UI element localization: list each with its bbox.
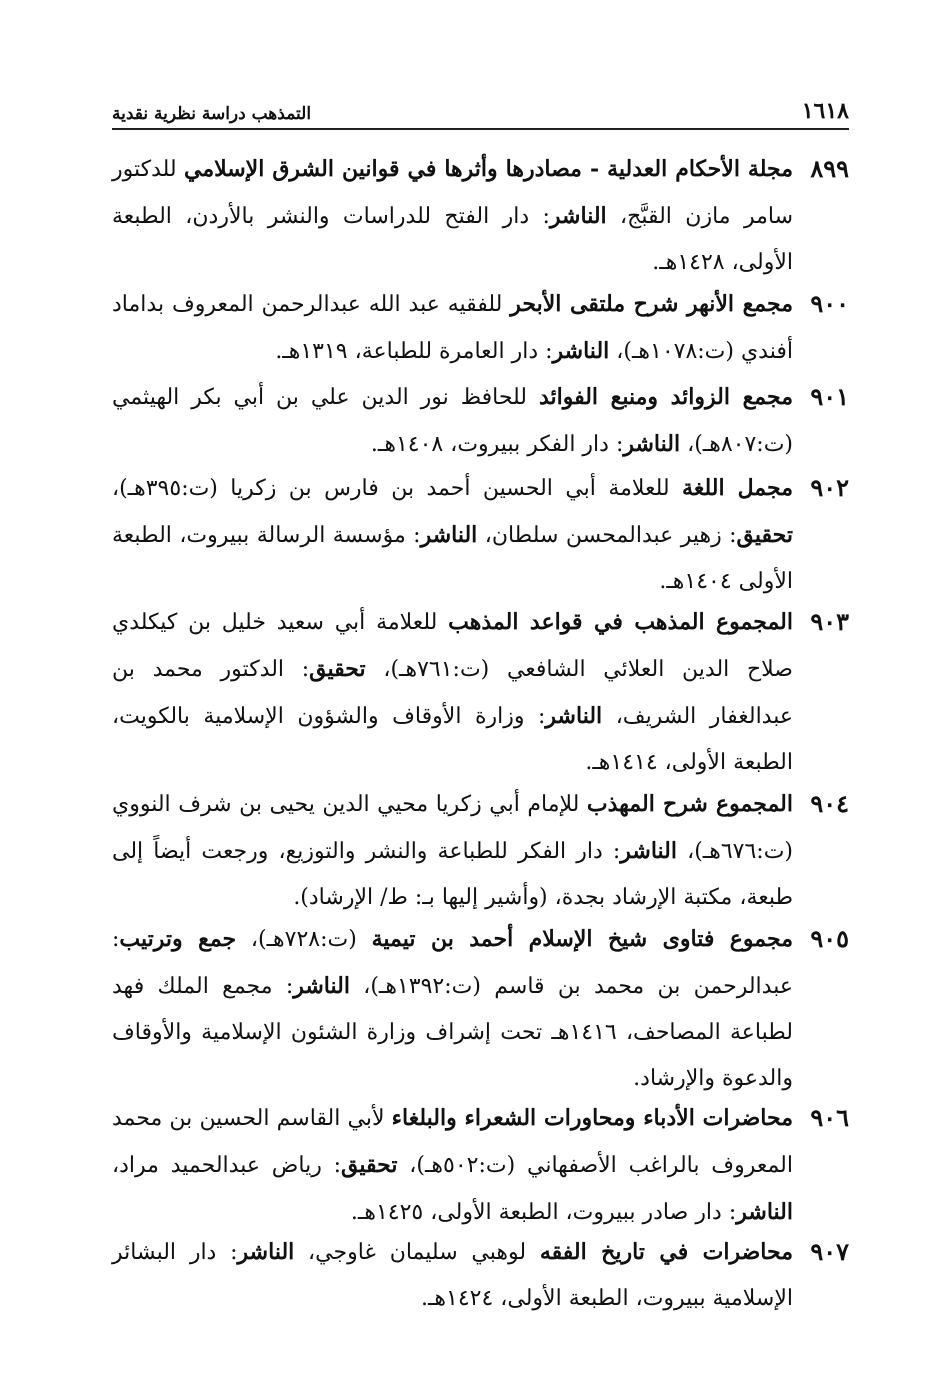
entry-text-part: : دار الفكر للطباعة والنشر والتوزيع، ورجعت أيضاً إلى طبعة، مكتبة الإرشاد بجدة، (وأشير إليها بـ: ط/ الإرشاد).	[112, 839, 793, 910]
page-number: ١٦١٨	[801, 98, 849, 124]
bibliography-entry	[112, 146, 849, 286]
entry-text-part: للحافظ نور الدين علي بن أبي بكر الهيثمي (ت:٨٠٧هـ)،	[112, 385, 793, 457]
bibliography-entry	[112, 1095, 849, 1236]
publisher-label: الناشر	[620, 838, 677, 864]
bibliography-entry	[112, 781, 849, 921]
entry-title: مجمل اللغة	[682, 475, 794, 501]
entry-text	[112, 599, 793, 786]
publisher-label: الناشر	[420, 522, 478, 548]
publisher-label: الناشر	[293, 973, 350, 999]
entry-number: ٩٠٣	[810, 607, 849, 636]
entry-text	[112, 281, 793, 375]
publisher-label: الناشر	[549, 203, 607, 229]
publisher-label: الناشر	[736, 1199, 793, 1225]
editor-label: تحقيق	[736, 522, 793, 548]
running-title: التمذهب دراسة نظرية نقدية	[112, 104, 312, 124]
bibliography-entry	[112, 916, 849, 1102]
entry-number: ٩٠٥	[810, 924, 849, 953]
entry-text-part: للإمام أبي زكريا محيي الدين يحيى بن شرف النووي (ت:٦٧٦هـ)،	[112, 792, 793, 864]
entry-number: ٩٠٧	[810, 1237, 849, 1266]
entry-text-part: : دار صادر ببيروت، الطبعة الأولى، ١٤٢٥هـ.	[350, 1200, 737, 1225]
entry-number: ٩٠٠	[810, 289, 849, 318]
publisher-label: الناشر	[545, 703, 603, 729]
entry-text-part: : رياض عبدالحميد مراد،	[112, 1153, 342, 1178]
entry-text	[112, 781, 793, 921]
entry-text-part: : زهير عبدالمحسن سلطان،	[477, 523, 737, 548]
entry-title: المجموع شرح المهذب	[586, 791, 793, 817]
entry-text-part: : عبدالرحمن بن محمد بن قاسم (ت:١٣٩٢هـ)،	[112, 927, 793, 999]
publisher-label: الناشر	[552, 338, 610, 364]
entry-text-part: للدكتور سامر مازن القبَّج،	[112, 157, 793, 229]
entry-number: ٩٠٦	[810, 1103, 849, 1132]
entry-text-part: : دار الفكر ببيروت، ١٤٠٨هـ.	[370, 432, 624, 457]
page-header	[112, 94, 849, 130]
editor-label: تحقيق	[309, 656, 366, 682]
entry-text	[112, 916, 793, 1102]
bibliography-entry	[112, 465, 849, 605]
entry-text	[112, 465, 793, 605]
entry-number: ٩٠٤	[810, 789, 849, 818]
entry-text-part: للفقيه عبد الله عبدالرحمن المعروف بداماد أفندي (ت:١٠٧٨هـ)،	[112, 292, 793, 364]
bibliography-entry	[112, 281, 849, 375]
editor-label: تحقيق	[341, 1152, 398, 1178]
entry-text-part: لأبي القاسم الحسين بن محمد المعروف بالراغب الأصفهاني (ت:٥٠٢هـ)،	[112, 1106, 793, 1178]
bibliography-entry	[112, 599, 849, 786]
bibliography-entry	[112, 374, 849, 468]
entry-text-part: للعلامة أبي سعيد خليل بن كيكلدي صلاح الدين العلائي الشافعي (ت:٧٦١هـ)،	[112, 610, 793, 682]
publisher-label: الناشر	[623, 431, 681, 457]
entry-text-part: : مؤسسة الرسالة ببيروت، الطبعة الأولى ١٤٠٤هـ.	[112, 523, 793, 594]
entry-text	[112, 374, 793, 468]
entry-title: مجمع الزوائد ومنبع الفوائد	[538, 384, 793, 410]
compiler-label: جمع وترتيب	[119, 926, 237, 952]
entry-text-part: للعلامة أبي الحسين أحمد بن فارس بن زكريا (ت:٣٩٥هـ)،	[112, 476, 683, 501]
entry-text	[112, 1229, 793, 1322]
entry-text	[112, 1095, 793, 1236]
entry-text-part: : وزارة الأوقاف والشؤون الإسلامية بالكويت، الطبعة الأولى، ١٤١٤هـ.	[112, 704, 793, 775]
entry-text-part: لوهبي سليمان غاوجي،	[294, 1240, 540, 1265]
entry-number: ٨٩٩	[810, 154, 849, 183]
entry-number: ٩٠١	[810, 382, 849, 411]
publisher-label: الناشر	[237, 1239, 295, 1265]
entry-text-part: : دار البشائر الإسلامية ببيروت، الطبعة الأولى، ١٤٢٤هـ.	[112, 1240, 793, 1311]
bibliography-entry	[112, 1229, 849, 1322]
entry-number: ٩٠٢	[810, 473, 849, 502]
entry-title: محاضرات في تاريخ الفقه	[539, 1239, 793, 1265]
entry-title: محاضرات الأدباء ومحاورات الشعراء والبلغاء	[391, 1105, 793, 1131]
entry-text-part: : دار العامرة للطباعة، ١٣١٩هـ.	[275, 339, 553, 364]
entry-title: مجموع فتاوى شيخ الإسلام أحمد بن تيمية	[371, 926, 794, 952]
entry-text-part: : مجمع الملك فهد لطباعة المصاحف، ١٤١٦هـ تحت إشراف وزارة الشئون الإسلامية والأوقاف والدعوة والإرشاد.	[112, 974, 793, 1091]
entry-text	[112, 146, 793, 286]
entry-title: المجموع المذهب في قواعد المذهب	[448, 609, 793, 635]
entry-title: مجلة الأحكام العدلية - مصادرها وأثرها في قوانين الشرق الإسلامي	[183, 156, 793, 182]
entry-text-part: : الدكتور محمد بن عبدالغفار الشريف،	[112, 657, 793, 729]
entry-text-part: (ت:٧٢٨هـ)،	[236, 927, 372, 952]
entry-title: مجمع الأنهر شرح ملتقى الأبحر	[510, 291, 793, 317]
entry-text-part: : دار الفتح للدراسات والنشر بالأردن، الطبعة الأولى، ١٤٢٨هـ.	[112, 204, 793, 275]
